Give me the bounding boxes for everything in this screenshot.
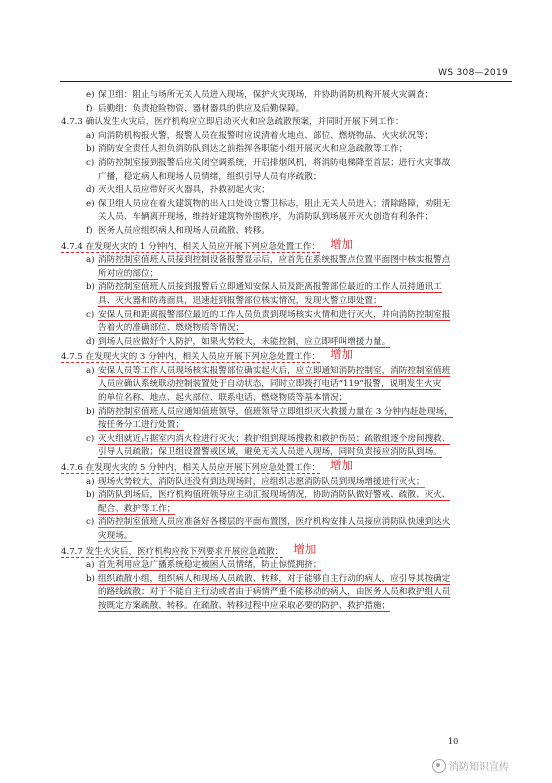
added-annotation: 增加 (329, 236, 353, 251)
list-item (61, 157, 509, 171)
line-text: 的路线疏散；对于不能自主行动或者由于病情严重不能移动的病人，由医务人员和救护组人员 (98, 587, 451, 598)
added-annotation: 增加 (329, 347, 353, 362)
line-text: 关人员、车辆离开现场，维持好建筑物外围秩序，为消防队到场展开灭火创造有利条件； (98, 212, 434, 223)
line-text: 消防控制室值班人员接到报警后立即通知安保人员及距离报警部位最近的工作人员持通讯工 (98, 282, 442, 293)
list-item (61, 130, 509, 144)
line-text: 按既定方案疏散、转移。在疏散、转移过程中应采取必要的防护、救护措施； (98, 600, 391, 611)
list-marker: b) (86, 490, 95, 501)
list-item (61, 336, 509, 350)
line-text: 消防队到场后，医疗机构值班领导应主动汇报现场情况，协助消防队做好警戒、疏散、灭火、 (98, 490, 451, 501)
list-item (61, 406, 509, 420)
list-item (61, 516, 509, 530)
page-number: 10 (448, 737, 459, 746)
list-marker: d) (86, 336, 95, 347)
line-text: 现场火势较大，消防队还没有到达现场时，应组织志愿消防队员到现场增援进行灭火； (98, 476, 425, 487)
list-item-continuation (61, 322, 509, 336)
list-item (61, 103, 509, 117)
list-marker: d) (86, 185, 95, 196)
list-item (61, 433, 509, 447)
list-item-continuation (61, 211, 509, 225)
list-item-continuation (61, 446, 509, 460)
list-item-continuation (61, 419, 509, 433)
list-item (61, 198, 509, 212)
line-text: 所对应的部位； (98, 268, 159, 279)
section-heading (61, 236, 509, 255)
list-item (61, 365, 509, 379)
list-marker: c) (86, 157, 95, 168)
line-text: 按任务分工进行处置； (98, 420, 184, 431)
list-item (61, 573, 509, 587)
line-text: 消防控制室值班人员应通知值班领导，值班领导立即组织灭火救援力量在 3 分钟内赶赴现场， (98, 406, 453, 417)
line-text: 4.7.7 发生火灾后，医疗机构应按下列要求开展应急疏散： (61, 546, 284, 557)
line-text: 4.7.5 在发现火灾的 3 分钟内，相关人员应开展下列应急处置工作： (61, 352, 320, 363)
list-marker: f) (86, 225, 93, 236)
section-heading (61, 116, 509, 130)
list-item-continuation (61, 392, 509, 406)
document-body (61, 89, 509, 614)
line-text: 医务人员应组织病人和现场人员疏散、转移。 (98, 225, 270, 236)
list-marker: b) (86, 573, 95, 584)
section-heading (61, 460, 509, 476)
list-marker: e) (86, 198, 95, 209)
list-item-continuation (61, 600, 509, 614)
added-annotation: 增加 (293, 541, 317, 556)
line-text: 的单位名称、地点、起火部位、联系电话、燃烧物质等基本情况； (98, 393, 348, 404)
line-text: 灭火组就近占据室内消火栓进行灭火；救护组到现场搜救和救护伤员；疏散组逐个房间搜救、 (98, 433, 451, 444)
list-item (61, 184, 509, 198)
section-heading (61, 349, 509, 365)
list-marker: f) (86, 103, 93, 114)
list-item (61, 559, 509, 573)
line-text: 组织疏散小组，组织病人和现场人员疏散、转移，对于能够自主行动的病人，应引导其按确定 (98, 573, 451, 584)
watermark-text: 消防知识宣传 (449, 762, 509, 773)
list-marker: a) (86, 560, 95, 571)
list-item (61, 254, 509, 268)
list-item (61, 476, 509, 490)
list-item-continuation (61, 171, 509, 185)
watermark (432, 758, 509, 773)
line-text: 消防控制室值班人员接到控制设备报警显示后，应首先在系统报警点位置平面图中核实报警点 (98, 255, 451, 266)
line-text: 4.7.6 在发现火灾的 5 分钟内，相关人员应开展下列应急处置工作： (61, 463, 320, 474)
list-item-continuation (61, 268, 509, 282)
line-text: 消防控制室值班人员应准备好各楼层的平面布置图，医疗机构安排人员接应消防队快速到达火 (98, 517, 451, 528)
line-text: 到场人员应做好个人防护，如果火势较大，未能控制，应立即呼叫增援力量。 (98, 336, 391, 347)
list-item (61, 143, 509, 157)
list-marker: c) (86, 433, 95, 444)
line-text: 灭火组人员应带好灭火器具，扑救初起火灾； (98, 185, 270, 196)
line-text: 后勤组：负责抢险物资、器材器具的供应及后勤保障。 (98, 103, 305, 114)
list-item (61, 225, 509, 239)
line-text: 首先利用应急广播系统稳定被困人员情绪，防止惊慌拥挤； (98, 560, 322, 571)
line-text: 安保人员等工作人员现场核实报警部位确实起火后，应立即通知消防控制室，消防控制室值班 (98, 365, 451, 376)
list-item-continuation (61, 530, 509, 544)
list-marker: b) (86, 144, 95, 155)
line-text: 保卫组人员应在着火建筑物的出入口处设立警卫标志，阻止无关人员进入；清除路障，劝阻无 (98, 198, 451, 209)
list-marker: b) (86, 282, 95, 293)
list-marker: c) (86, 309, 95, 320)
list-marker: c) (86, 517, 95, 528)
list-item-continuation (61, 295, 509, 309)
added-annotation: 增加 (329, 458, 353, 473)
line-text: 保卫组：阻止与场所无关人员进入现场，保护火灾现场，并协助消防机构开展火灾调查； (98, 90, 434, 100)
line-text: 配合、救护等工作； (98, 503, 176, 514)
line-text: 安保人员和距离报警部位最近的工作人员负责到现场核实火情和进行灭火，并向消防控制室报 (98, 309, 451, 320)
line-text: 向消防机构报火警，报警人员在报警时应说清着火地点、部位、燃烧物品、火灾状况等； (98, 130, 434, 141)
line-text: 4.7.4 在发现火灾的 1 分钟内，相关人员应开展下列应急处置工作： (61, 241, 320, 252)
list-marker: a) (86, 130, 95, 141)
list-marker: a) (86, 255, 95, 266)
list-item (61, 489, 509, 503)
header-divider (60, 81, 512, 82)
list-marker: e) (86, 90, 95, 100)
line-text: 灾现场。 (98, 531, 133, 541)
line-text: 消防控制室接到报警后应关闭空调系统，开启排烟风机，将消防电梯降至首层；进行火灾事故 (98, 157, 451, 168)
list-marker: b) (86, 406, 95, 417)
list-item-continuation (61, 378, 509, 392)
list-marker: a) (86, 476, 95, 487)
standard-code: WS 308—2019 (438, 68, 508, 78)
line-text: 消防安全责任人担负消防队到达之前指挥各职能小组开展灭火和应急疏散等工作； (98, 144, 408, 155)
line-text: 广播，稳定病人和现场人员情绪，组织引导人员有序疏散； (98, 171, 322, 182)
line-text: 4.7.3 确认发生火灾后，医疗机构应立即启动灭火和应急疏散预案，并同时开展下列工作： (61, 117, 404, 128)
list-item-continuation (61, 503, 509, 517)
section-heading (61, 541, 509, 560)
list-item (61, 309, 509, 323)
line-text: 具、灭火器和防毒面具，迅速赶到报警部位核实情况，发现火警立即处置； (98, 295, 382, 306)
line-text: 告着火的准确部位、燃烧物质等情况； (98, 323, 245, 334)
line-text: 引导人员疏散；保卫组设置警戒区域，避免无关人员进入现场，同时负责接应消防队到场。 (98, 447, 442, 458)
list-item (61, 89, 509, 103)
list-item (61, 281, 509, 295)
wechat-icon (432, 759, 446, 773)
list-marker: a) (86, 365, 95, 376)
line-text: 人员应确认系统联动控制装置处于自动状态，同时立即拨打电话“119”报警，说明发生火灾 (98, 379, 442, 390)
list-item-continuation (61, 586, 509, 600)
